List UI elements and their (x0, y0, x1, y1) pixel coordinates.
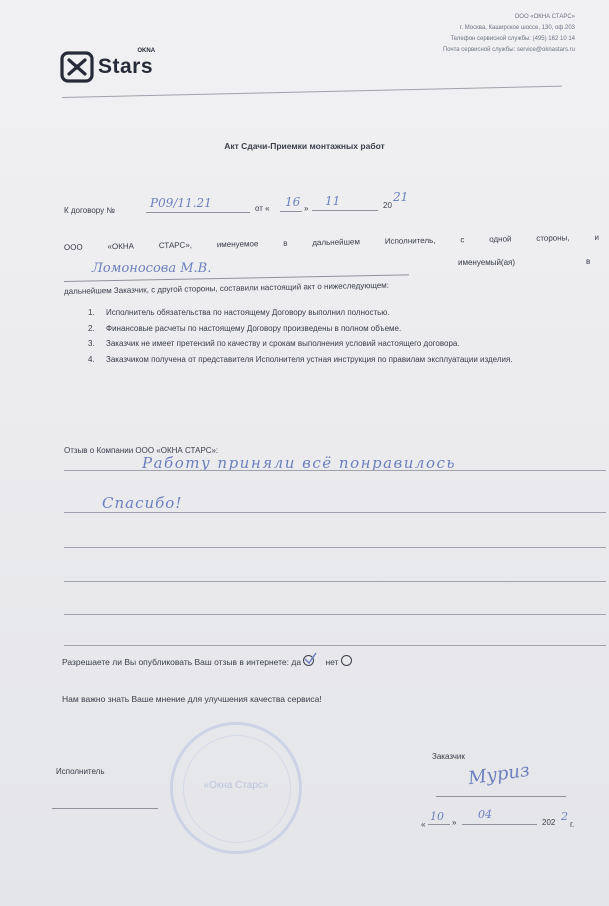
contract-number-underline (146, 212, 250, 213)
date-year-prefix: 202 (542, 818, 556, 827)
logo-mark-icon (60, 50, 94, 84)
executor-signature-line (52, 808, 158, 809)
date-open: « (421, 820, 426, 829)
publish-no-radio[interactable] (341, 655, 352, 666)
feedback-note: Нам важно знать Ваше мнение для улучшения качества сервиса! (62, 694, 322, 704)
review-label: Отзыв о Компании ООО «ОКНА СТАРС»: (64, 446, 219, 455)
header-divider (62, 86, 562, 98)
review-line (64, 581, 606, 582)
executor-label: Исполнитель (56, 767, 105, 776)
contract-prefix: К договору № (64, 206, 115, 215)
review-handwriting-2: Спасибо! (102, 494, 183, 512)
company-logo (60, 48, 156, 84)
date-day: 10 (430, 810, 444, 823)
stamp-text: «Окна Старс» (203, 780, 269, 791)
customer-label: Заказчик (432, 752, 465, 761)
company-phone: Телефон сервисной службы: (495) 162 10 14 (450, 36, 575, 42)
date-year-end: г. (570, 820, 575, 829)
customer-signature-line (436, 796, 566, 797)
review-line (64, 614, 606, 615)
date-day-underline (428, 824, 450, 825)
contract-number: Р09/11.21 (150, 196, 212, 210)
review-line (64, 645, 606, 646)
checkmark-icon (303, 652, 317, 666)
publish-row (62, 655, 355, 667)
contract-month-underline (312, 210, 378, 211)
publish-yes-label: да (291, 657, 302, 667)
date-year-suffix: 2 (561, 810, 568, 823)
document-title: Акт Сдачи-Приемки монтажных работ (224, 141, 385, 151)
date-month: 04 (478, 808, 492, 821)
company-address: г. Москва, Каширское шоссе, 130, оф.203 (459, 25, 575, 31)
date-mid: » (452, 818, 457, 827)
intro-named: именуемый(ая) (458, 258, 516, 267)
publish-question: Разрешаете ли Вы опубликовать Ваш отзыв в интернете: (62, 657, 290, 667)
brand-name: Stars OKNA (98, 48, 156, 78)
company-stamp (170, 722, 302, 854)
customer-name: Ломоносова М.В. (92, 261, 212, 276)
company-email: Почта сервисной службы: service@oknastars.ru (442, 47, 575, 53)
publish-no-label: нет (325, 657, 339, 667)
customer-signature: Муриз (466, 759, 531, 790)
contract-month: 11 (325, 194, 341, 208)
contract-day-underline (280, 211, 302, 212)
intro-line-1: ООО «ОКНА СТАРС», именуемое в дальнейшем Исполнитель, с одной стороны, и (63, 232, 599, 252)
terms-list (88, 306, 608, 368)
contract-year-prefix: 20 (383, 201, 392, 210)
intro-line-3: дальнейшем Заказчик, с другой стороны, составили настоящий акт о нижеследующем: (63, 280, 390, 296)
contract-year: 21 (393, 190, 409, 204)
brand-suffix: OKNA (137, 48, 156, 54)
intro-and: в (586, 257, 591, 266)
list-item: 2. Финансовые расчеты по настоящему Договору произведены в полном объеме. (88, 323, 402, 333)
review-line (64, 512, 606, 513)
date-month-underline (462, 824, 537, 825)
company-details (443, 12, 575, 56)
list-item: 1. Исполнитель обязательства по настоящему Договору выполнил полностью. (88, 308, 390, 317)
list-item: 4. Заказчиком получена от представителя Исполнителя устная инструкция по правилам эксплуатации изделия. (88, 354, 513, 364)
review-line (64, 470, 606, 471)
review-line (64, 547, 606, 548)
contract-mid: » (304, 204, 309, 213)
review-handwriting-1: Работу приняли всё понравилось (142, 454, 457, 472)
contract-from: от « (255, 204, 270, 213)
contract-day: 16 (285, 195, 301, 209)
list-item: 3. Заказчик не имеет претензий по качеству и срокам выполнения условий настоящего договора. (88, 339, 460, 348)
company-line: ООО «ОКНА СТАРС» (514, 14, 575, 20)
publish-yes-radio[interactable] (303, 655, 314, 666)
